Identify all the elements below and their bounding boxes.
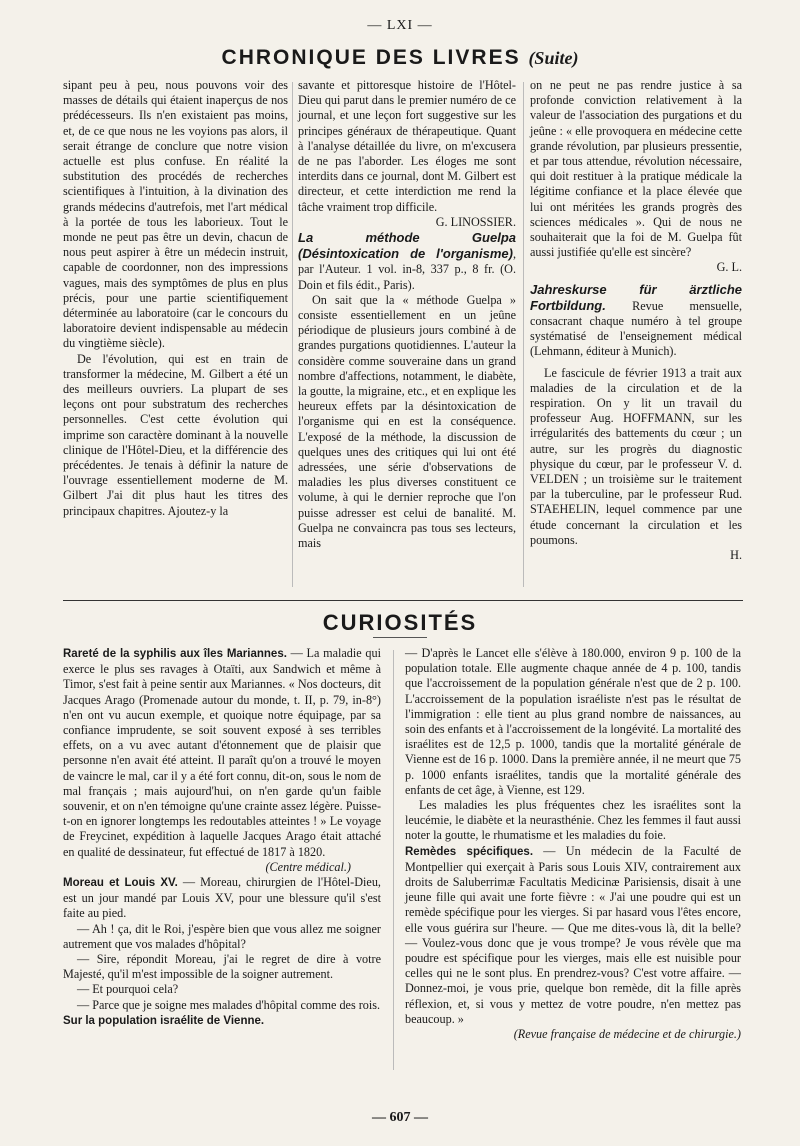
article-heading: Sur la population israélite de Vienne. <box>63 1014 265 1027</box>
paragraph: On sait que la « méthode Guelpa » consiste essentiellement en un jeûne périodique de plusieurs jours combiné à de grandes purgations quotidiennes. L'auteur la considère comme souveraine dans un grand nombre d'affections, notamment, le diabète, la goutte, la migraine, etc., et en explique les heureux effets par la désintoxication de l'organisme qui en est la conséquence. L'exposé de la méthode, la discussion de quelques unes des critiques qui lui ont été adressées, une série d'observations de maladies les plus diverses constituent ce volume, à qui le dernier reproche que l'on puisse adresser est celui de banalité. M. Guelpa ne convaincra pas tous ses lecteurs, mais <box>298 292 516 551</box>
signature: G. LINOSSIER. <box>435 214 516 229</box>
dialogue-line: — Sire, répondit Moreau, j'ai le regret de dire à votre Majesté, qu'il m'est impossible de la soigner autrement. <box>63 952 381 982</box>
section-title: CHRONIQUE DES LIVRES <box>221 46 521 69</box>
dialogue-line: — Ah ! ça, dit le Roi, j'espère bien que vous allez me soigner autrement que vos malades d'hôpital? <box>63 921 381 951</box>
paragraph: savante et pittoresque histoire de l'Hôtel-Dieu qui parut dans le premier numéro de ce journal, et une leçon fort suggestive sur les principes généraux de thérapeutique. Quant à l'analyse détaillée du livre, on m'excusera de ne pas l'aborder. Les éloges me sont interdits dans ce journal, dont M. Gilbert est directeur, et cette interdiction me rend la tâche vraiment trop difficile. <box>298 78 516 214</box>
book-title: Jahreskurse für ärztliche Fortbildung. <box>530 281 742 313</box>
paragraph: Le fascicule de février 1913 a trait aux maladies de la circulation et de la respiration. On y lit un travail du professeur Aug. HOFFMANN, sur les irrégularités des battements du cœur ; un autre, sur les progrès du diagnostic physique du cœur, par le professeur V. d. VELDEN ; un troisième sur le traitement par la tuberculine, par le professeur Rud. STAEHELIN, lequel commence par une étude concernant la circulation et les poumons. <box>530 365 742 547</box>
page-number: — 607 — <box>372 1110 428 1125</box>
dialogue-line: — Parce que je soigne mes malades d'hôpital comme des rois. <box>77 997 381 1012</box>
article-heading: Rareté de la syphilis aux îles Mariannes. <box>63 648 287 660</box>
section-header <box>150 46 650 70</box>
book-info: , par l'Auteur. 1 vol. in-8, 337 p., 8 fr. (O. Doin et fils édit., Paris). <box>298 247 516 292</box>
signature: G. L. <box>716 260 742 275</box>
column-divider <box>523 82 524 587</box>
column-3 <box>530 78 742 563</box>
book-title: La méthode Guelpa (Désintoxication de l'organisme) <box>298 230 516 262</box>
column-divider <box>393 650 394 1070</box>
dialogue-line: — Et pourquoi cela? <box>77 982 179 997</box>
curiosites-column-2 <box>405 646 741 1042</box>
article-body: — D'après le Lancet elle s'élève à 180.000, environ 9 p. 100 de la population totale. Elle augmente chaque année de 4 p. 100, tandis que l'accroissement de la population générale n'est que de 2 p. 100. L'accroissement de la population israéliste n'est pas le résultat de l'immigration : elle tient au plus grand nombre de naissances, au soin des enfants et à l'accroissement de la longévité. La mortalité des israélites est de 12,5 p. 1000, tandis que la mortalité générale de Vienne est de 16 p. 1000. Dans la première année, il ne meurt que 75 p. 1000 enfants israélites, tandis que la mortalité générale des enfants de cet âge, à Vienne, est 129. <box>405 646 742 797</box>
column-divider <box>292 82 293 587</box>
section-suite: (Suite) <box>528 48 579 68</box>
curiosites-column-1 <box>63 646 381 1029</box>
source-citation: (Revue française de médecine et de chirurgie.) <box>513 1027 741 1042</box>
article-body: — Moreau, chirurgien de l'Hôtel-Dieu, est un jour mandé par Louis XV, pour une blessure qu'il s'est faite au pied. <box>63 875 381 921</box>
article-body: — La maladie qui exerce le plus ses ravages à Otaïti, aux Sandwich et même à Timor, s'est fait à peine sentir aux Mariannes. « Nos docteurs, dit Jacques Arago (Promenade autour du monde, t. II, p. 79, in-8°) n'en ont vu aucun exemple, et quoique notre équipage, par sa confiance imprudente, se soit souvent exposé à ses terribles effets, on a vu avec autant d'étonnement que de plaisir que personne n'en avait été atteint. Il paraît qu'on a trouvé le moyen de vaincre le mal, car il y a été fort connu, dit-on, sous le nom de mal français ; mais aujourd'hui, on n'en garde qu'un faible souvenir, et on n'en témoigne qu'une crainte assez légère. Puisse-t-on en ignorer longtemps les redoutables atteintes ! » Le voyage de Freycinet, expédition à laquelle Jacques Arago était attaché en qualité de dessinateur, fut effectué de 1817 à 1820. <box>63 646 381 859</box>
curiosites-title: CURIOSITÉS <box>322 610 478 635</box>
roman-page-number: — LXI — <box>367 18 433 33</box>
signature: H. <box>730 548 742 563</box>
article-body: Les maladies les plus fréquentes chez les israélites sont la leucémie, le diabète et la neurasthénie. Chez les femmes il faut aussi noter la goutte, le rhumatisme et les maladies du foie. <box>405 798 741 843</box>
article-heading: Moreau et Louis XV. <box>63 877 178 890</box>
source-citation: (Centre médical.) <box>265 859 351 874</box>
title-underline <box>373 637 427 638</box>
paragraph: De l'évolution, qui est en train de transformer la médecine, M. Gilbert a été un des meilleurs ouvriers. La plupart de ses leçons ont pour substratum des recherches personnelles. C'est cette évolution qui imprime son caractère dominant à la nouvelle clinique de l'Hôtel-Dieu, et la différencie des précédentes. Je tenais à définir la nature de l'ouvrage essentiellement moderne de M. Gilbert J'ai dit plus haut les titres des principaux chapitres. Ajoutez-y la <box>63 351 288 518</box>
section-divider <box>63 600 743 601</box>
article-heading: Remèdes spécifiques. <box>405 845 534 858</box>
book-info: Revue mensuelle, consacrant chaque numéro à tel groupe systématisé de l'enseignement médical (Lehmann, éditeur à Munich). <box>530 298 742 359</box>
column-1 <box>63 78 288 519</box>
paragraph: on ne peut ne pas rendre justice à sa profonde conviction relativement à la valeur de l'association des purgations et du jeûne : « elle provoquera en médecine cette grande révolution, par plusieurs pressentie, et par tous attendue, révolution nécessaire, qui doit restituer à la pratique médicale la légitime confiance et la place élevée que lui ont méritées les grands progrès des sciences médicales ». Qui de nous ne souhaiterait que la foi de M. Guelpa fût aussi justifiée qu'elle est sincère? <box>530 78 742 260</box>
paragraph: sipant peu à peu, nous pouvons voir des masses de détails qui étaient inaperçus de nos prédécesseurs. Ils n'en existaient pas moins, et, de ce que nous ne les voyions pas alors, il serait étrange de conclure que notre vision actuelle est plus confuse. En réalité la substitution des procédés de recherches scientifiques à l'intuition, à la divination des grands médecins d'autrefois, met l'art médical à la portée de tous les laborieux. Tout le monde ne peut pas être un devin, chacun de nous peut aspirer à être un médecin instruit, capable de coordonner, non des impressions vagues, mais des symptômes de plus en plus précis, pour une partie scientifiquement déterminée au laboratoire (car le concours du laboratoire devient indispensable au médecin du vingtième siècle). <box>63 78 288 351</box>
column-2 <box>298 78 516 551</box>
article-body: — Un médecin de la Faculté de Montpellier qui exerçait à Paris sous Louis XIV, contrairement aux droits de Saluberrimæ Facultatis Medicinæ Parisiensis, disait à une jeune fille qui avait une forte fièvre : « J'ai une poudre qui est un remède spécifique pour les vierges. Si par hasard vous l'êtes encore, elle vous guérira sur l'heure. — Que me dites-vous là, dit la belle? — Voulez-vous donc que je vous trompe? Je vous révèle que ma poudre est spécifique pour les vierges, mais elle est nuisible pour celles qui ne le sont plus. En prendrez-vous? C'est votre affaire. — Donnez-moi, je vous prie, quelque bon remède, dit la fille après réflexion, et, si vous y mettez de votre poudre, n'en mettez pas beaucoup. » <box>405 843 741 1026</box>
